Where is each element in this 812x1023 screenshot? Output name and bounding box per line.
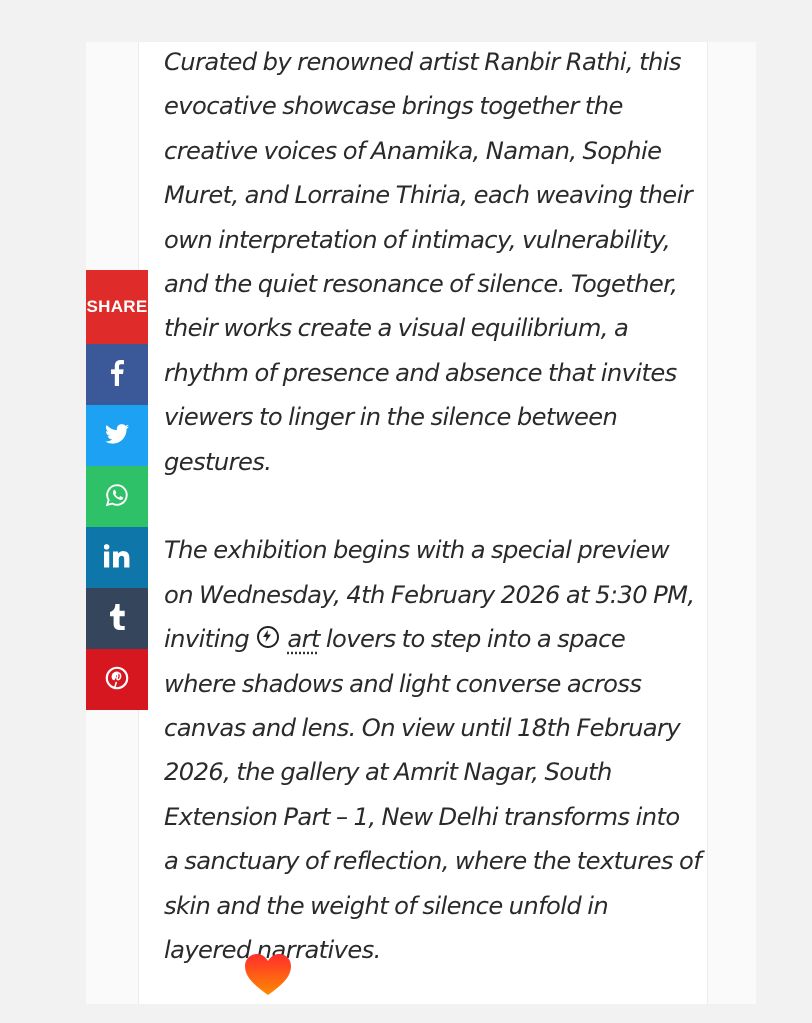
pinterest-icon (105, 666, 129, 694)
text-line: and the quiet resonance of silence. Together, (164, 270, 678, 299)
text-line-with-link (164, 617, 694, 661)
share-whatsapp-button[interactable] (86, 466, 148, 527)
text-line: their works create a visual equilibrium, a (164, 314, 629, 343)
tumblr-icon (109, 604, 125, 634)
text-line: Muret, and Lorraine Thiria, each weaving their (164, 181, 693, 210)
text-fragment: lovers to step into a space (325, 625, 626, 654)
heart-icon[interactable] (244, 953, 292, 1001)
paragraph-1 (164, 40, 694, 484)
text-line: viewers to linger in the silence between (164, 403, 618, 432)
text-line: The exhibition begins with a special preview (164, 536, 670, 565)
text-line: Extension Part – 1, New Delhi transforms into (164, 802, 680, 831)
paragraph-2 (164, 528, 702, 972)
share-tumblr-button[interactable] (86, 588, 148, 649)
article-body (164, 40, 702, 973)
text-line: skin and the weight of silence unfold in (164, 891, 609, 920)
text-line: layered narratives. (164, 936, 381, 965)
text-line: Curated by renowned artist Ranbir Rathi, this (164, 48, 681, 76)
share-twitter-button[interactable] (86, 405, 148, 466)
text-line: evocative showcase brings together the (164, 92, 623, 121)
text-line: gestures. (164, 447, 272, 476)
linkedin-icon (104, 544, 130, 572)
text-line: 2026, the gallery at Amrit Nagar, South (164, 758, 612, 787)
text-line: a sanctuary of reflection, where the textures of (164, 847, 702, 876)
text-line: where shadows and light converse across (164, 669, 642, 698)
share-facebook-button[interactable] (86, 344, 148, 405)
text-fragment: inviting (164, 625, 250, 654)
art-tag-link[interactable]: art (287, 625, 320, 654)
facebook-icon (110, 360, 124, 390)
bolt-icon (257, 626, 279, 648)
text-line: own interpretation of intimacy, vulnerability, (164, 225, 671, 254)
share-linkedin-button[interactable] (86, 527, 148, 588)
share-pinterest-button[interactable] (86, 649, 148, 710)
social-share-bar (86, 270, 148, 710)
text-line: rhythm of presence and absence that invites (164, 358, 677, 387)
text-line: creative voices of Anamika, Naman, Sophie (164, 136, 662, 165)
twitter-icon (105, 424, 129, 448)
text-line: on Wednesday, 4th February 2026 at 5:30 PM, (164, 580, 695, 609)
text-line: canvas and lens. On view until 18th February (164, 714, 681, 743)
whatsapp-icon (105, 483, 129, 511)
share-label: SHARE (86, 270, 148, 344)
